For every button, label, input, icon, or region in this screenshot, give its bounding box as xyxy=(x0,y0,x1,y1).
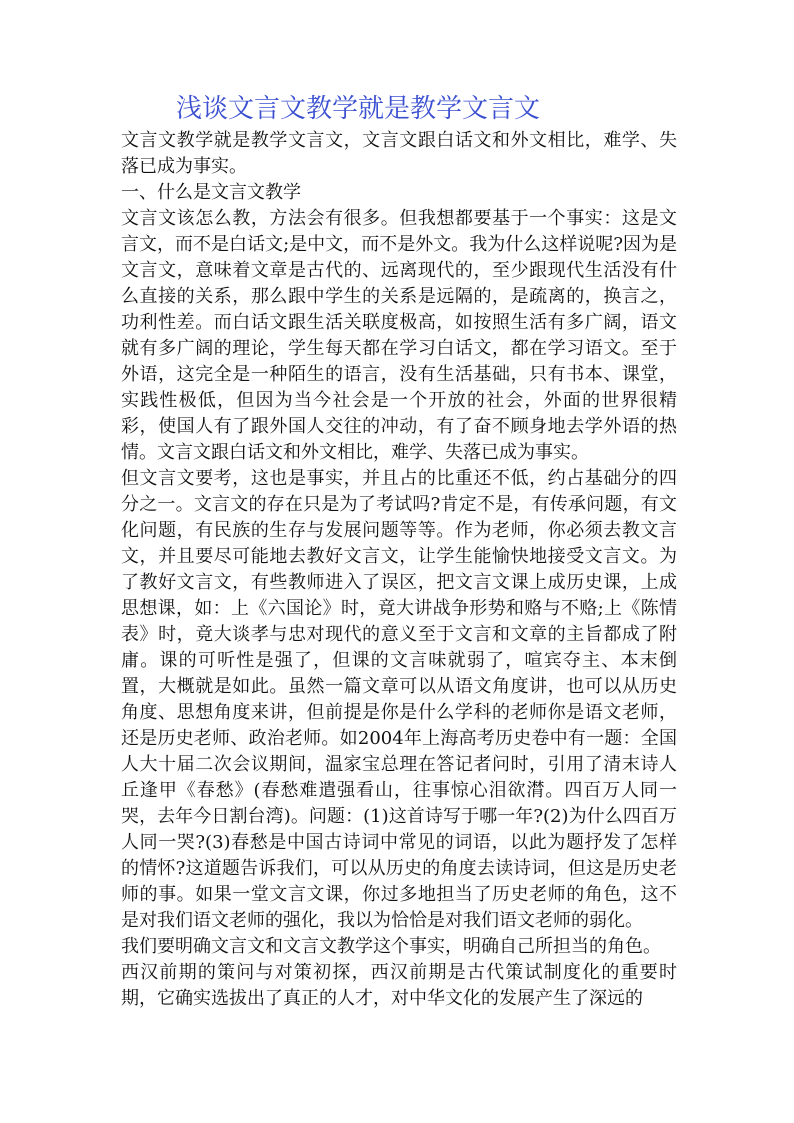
section-heading: 一、什么是文言文教学 xyxy=(121,182,301,203)
paragraph-intro: 文言文教学就是教学文言文，文言文跟白话文和外文相比，难学、失落已成为事实。 xyxy=(121,130,677,177)
document-body xyxy=(121,128,677,1012)
paragraph-role: 我们要明确文言文和文言文教学这个事实，明确自己所担当的角色。 xyxy=(121,936,661,957)
document-title: 浅谈文言文教学就是教学文言文 xyxy=(176,94,541,124)
paragraph-exam: 但文言文要考，这也是事实，并且占的比重还不低，约占基础分的四分之一。文言文的存在只是为了考试吗?肯定不是，有传承问题，有文化问题，有民族的生存与发展问题等等。作为老师，你必须去教文言文，并且要尽可能地去教好文言文，让学生能愉快地接受文言文。为了教好文言文，有些教师进入了误区，把文言文课上成历史课，上成思想课，如：上《六国论》时，竟大讲战争形势和赂与不赂;上《陈情表》时，竟大谈孝与忠对现代的意义至于文言和文章的主旨都成了附庸。课的可听性是强了，但课的文言味就弱了，喧宾夺主、本末倒置，大概就是如此。虽然一篇文章可以从语文角度讲，也可以从历史角度、思想角度来讲，但前提是你是什么学科的老师你是语文老师，还是历史老师、政治老师。如2004年上海高考历史卷中有一题：全国人大十届二次会议期间，温家宝总理在答记者问时，引用了清末诗人丘逢甲《春愁》(春愁难遣强看山，往事惊心泪欲潸。四百万人同一哭，去年今日割台湾)。问题：(1)这首诗写于哪一年?(2)为什么四百万人同一哭?(3)春愁是中国古诗词中常见的词语，以此为题抒发了怎样的情怀?这道题告诉我们，可以从历史的角度去读诗词，但这是历史老师的事。如果一堂文言文课，你过多地担当了历史老师的角色，这不是对我们语文老师的强化，我以为恰恰是对我们语文老师的弱化。 xyxy=(121,468,677,931)
paragraph-method: 文言文该怎么教，方法会有很多。但我想都要基于一个事实：这是文言文，而不是白话文;是中文，而不是外文。我为什么这样说呢?因为是文言文，意味着文章是古代的、远离现代的，至少跟现代生活没有什么直接的关系，那么跟中学生的关系是远隔的，是疏离的，换言之，功利性差。而白话文跟生活关联度极高，如按照生活有多广阔，语文就有多广阔的理论，学生每天都在学习白话文，都在学习语文。至于外语，这完全是一种陌生的语言，没有生活基础，只有书本、课堂，实践性极低，但因为当今社会是一个开放的社会，外面的世界很精彩，使国人有了跟外国人交往的冲动，有了奋不顾身地去学外语的热情。文言文跟白话文和外文相比，难学、失落已成为事实。 xyxy=(121,208,677,463)
paragraph-xihan: 西汉前期的策问与对策初探，西汉前期是古代策试制度化的重要时期，它确实选拔出了真正的人才，对中华文化的发展产生了深远的 xyxy=(121,962,677,1009)
